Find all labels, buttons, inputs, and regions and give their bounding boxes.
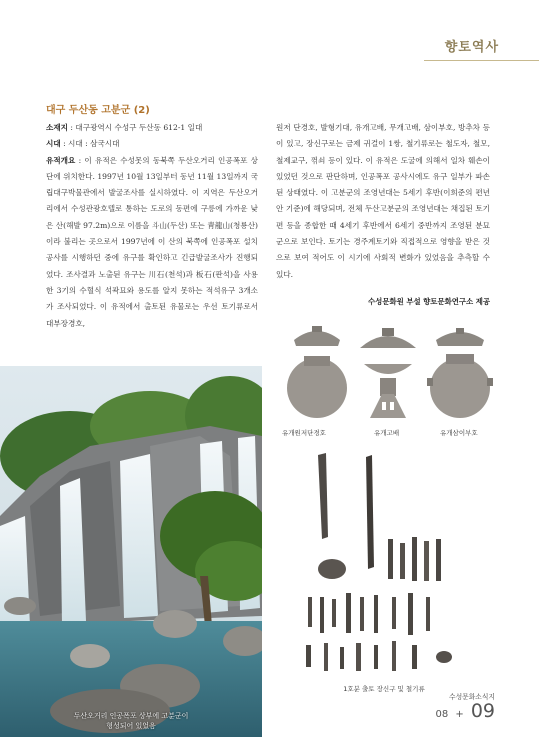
era-line: [46, 136, 258, 152]
photo-caption-line1: 두산오거리 인공폭포 상부에 고분군이: [73, 712, 189, 720]
vessel-label-1: 유개원저단경호: [282, 429, 326, 437]
iron-artifacts-illustration: [296, 447, 472, 682]
page-separator: +: [455, 709, 464, 720]
page-number: [436, 700, 496, 722]
iron-caption: 1호분 출토 장신구 및 철기류: [343, 685, 425, 693]
article-body-left: [46, 120, 258, 332]
vessel-label-2: 유개고배: [374, 429, 400, 437]
location-value: : 대구광역시 수성구 두산동 612-1 일대: [68, 123, 203, 132]
photo-caption: [0, 711, 262, 731]
waterfall-photo: [0, 366, 262, 737]
page-left: 08: [435, 709, 449, 720]
article-title: 대구 두산동 고분군 (2): [46, 105, 150, 116]
pottery-illustration: [282, 318, 496, 426]
article-body-right: [276, 120, 490, 283]
overview-paragraph: [46, 153, 258, 332]
magazine-name: 수성문화소식지: [449, 693, 495, 701]
iron-artifacts: [296, 447, 472, 682]
photo-caption-line2: 형성되어 있었음: [106, 722, 156, 730]
page-right: 09: [470, 700, 495, 722]
pottery-artifacts: [282, 318, 496, 436]
header-divider: [424, 60, 539, 61]
section-name: 향토역사: [444, 40, 499, 55]
era-value: : 시대 : 삼국시대: [60, 139, 120, 149]
photo-credit: 수성문화원 부설 향토문화연구소 제공: [368, 297, 490, 306]
continued-paragraph: 원저 단경호, 발형기대, 유개고배, 무개고배, 삼이부호, 방추차 등이 있고, 장신구로는 금제 귀걸이 1쌍, 철기류로는 철도자, 철모, 철제교구, 꺾쇠 등이 있다. 이 유적은 도굴에 의해서 일차 훼손이 있었던 것으로 판단하며, 인공폭포 공사시에도 유구 일부가 파손된 상태였다. 이 고분군의 조영년대는 5세기 후반(이희준의 편년안 기준)에 해당되며, 전체 두산고분군의 조영년대는 채집된 토기편 등을 종합한 때 4세기 후반에서 6세기 중반까지 조영된 분묘군으로 보인다. 토기는 경주계토기와 직접적으로 영향을 받은 것으로 보여 적어도 이 시기에 사회적 변화가 있었음을 추측할 수 있다.: [276, 123, 490, 279]
location-line: [46, 120, 258, 136]
overview-label: 유적개요: [46, 155, 76, 165]
waterfall-illustration: [0, 366, 262, 737]
vessel-label-3: 유개삼이부호: [440, 429, 478, 437]
era-label: 시대: [46, 139, 61, 149]
location-label: 소재지: [46, 123, 69, 132]
overview-text: : 이 유적은 수성못의 동북쪽 두산오거리 인공폭포 상단에 위치한다. 1997년 10월 13일부터 동년 11월 13일까지 국립대구박물관에서 발굴조사를 실시하였다. 이 지역은 두산오거리에서 수성관광호텔로 통하는 도로의 동편에 구릉에 가까운 낮은 산(해발 97.2m)으로 이름을 斗山(두산) 또는 靑龍山(청룡산)이라 불리는 곳으로서 1997년에 이 산의 북쪽에 인공폭포 설치공사를 시행하던 중에 유구를 확인하고 긴급발굴조사가 진행되었다. 조사결과 노출된 유구는 川石(천석)과 板石(판석)을 사용한 3기의 수혈식 석곽묘와 용도를 알지 못하는 적석유구 3개소가 조사되었다. 이 유적에서 출토된 유물로는 우선 토기류로서 대부장경호,: [46, 155, 258, 328]
